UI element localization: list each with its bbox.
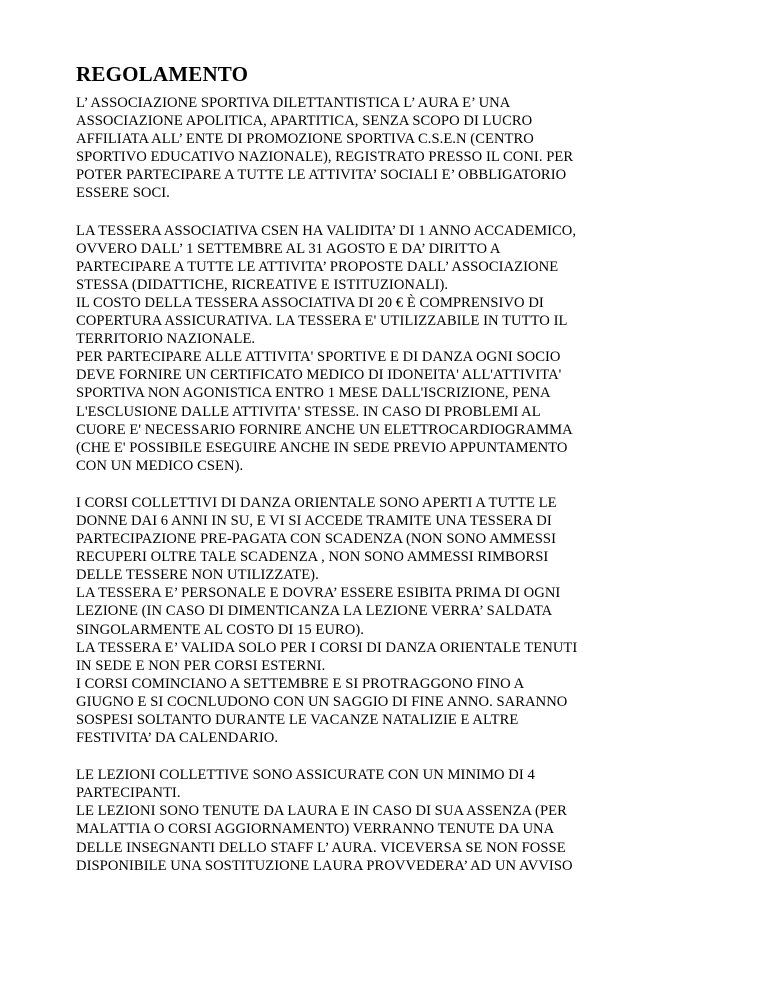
text-line: SOSPESI SOLTANTO DURANTE LE VACANZE NATALIZIE E ALTRE [76,712,519,728]
text-line: LA TESSERA E’ VALIDA SOLO PER I CORSI DI DANZA ORIENTALE TENUTI [76,639,578,656]
text-line: DONNE DAI 6 ANNI IN SU, E VI SI ACCEDE TRAMITE UNA TESSERA DI [76,512,552,529]
text-line: AFFILIATA ALL’ ENTE DI PROMOZIONE SPORTIVA C.S.E.N (CENTRO [76,131,534,148]
text-line: ESSERE SOCI. [76,185,170,202]
document-title: REGOLAMENTO [76,62,249,86]
text-line: DELLE TESSERE NON UTILIZZATE). [76,567,319,584]
text-line: FESTIVITA’ DA CALENDARIO. [76,730,279,747]
text-line: COPERTURA ASSICURATIVA. LA TESSERA E' UTILIZZABILE IN TUTTO IL [76,313,568,330]
text-line: (CHE E' POSSIBILE ESEGUIRE ANCHE IN SEDE PREVIO APPUNTAMENTO [76,439,568,456]
text-line: I CORSI COMINCIANO A SETTEMBRE E SI PROTRAGGONO FINO A [76,675,525,692]
text-line: DELLE INSEGNANTI DELLO STAFF L’ AURA. VICEVERSA SE NON FOSSE [76,839,566,856]
text-line: IN SEDE E NON PER CORSI ESTERNI. [76,657,326,674]
text-line: MALATTIA O CORSI AGGIORNAMENTO) VERRANNO TENUTE DA UNA [76,821,555,838]
text-line: LE LEZIONI COLLETTIVE SONO ASSICURATE CON UN MINIMO DI 4 [76,767,535,784]
text-line: SPORTIVA NON AGONISTICA ENTRO 1 MESE DALL'ISCRIZIONE, PENA [76,385,551,402]
text-line: GIUGNO E SI COCNLUDONO CON UN SAGGIO DI FINE ANNO. SARANNO [76,693,568,710]
text-line: I CORSI COLLETTIVI DI DANZA ORIENTALE SONO APERTI A TUTTE LE [76,494,557,511]
text-line: DEVE FORNIRE UN CERTIFICATO MEDICO DI IDONEITA' ALL'ATTIVITA' [76,367,562,384]
text-line: SINGOLARMENTE AL COSTO DI 15 EURO). [76,621,364,638]
text-line: LE LEZIONI SONO TENUTE DA LAURA E IN CASO DI SUA ASSENZA (PER [76,803,567,820]
paragraph-lessons [76,766,716,875]
text-line: TERRITORIO NAZIONALE. [76,331,256,348]
text-line: PER PARTECIPARE ALLE ATTIVITA' SPORTIVE E DI DANZA OGNI SOCIO [76,349,561,366]
document-page [76,62,716,894]
text-line: PARTECIPARE A TUTTE LE ATTIVITA’ PROPOSTE DALL’ ASSOCIAZIONE [76,258,559,275]
paragraph-card-validity [76,222,716,475]
text-line: L'ESCLUSIONE DALLE ATTIVITA' STESSE. IN CASO DI PROBLEMI AL [76,403,541,420]
text-line: CON UN MEDICO CSEN). [76,457,244,474]
text-line: DISPONIBILE UNA SOSTITUZIONE LAURA PROVVEDERA’ AD UN AVVISO [76,857,573,874]
text-line: SPORTIVO EDUCATIVO NAZIONALE), REGISTRATO PRESSO IL CONI. PER [76,149,574,166]
text-line: LEZIONE (IN CASO DI DIMENTICANZA LA LEZIONE VERRA’ SALDATA [76,603,553,620]
text-line: LA TESSERA ASSOCIATIVA CSEN HA VALIDITA’ DI 1 ANNO ACCADEMICO, [76,222,577,239]
text-line: OVVERO DALL’ 1 SETTEMBRE AL 31 AGOSTO E DA’ DIRITTO A [76,240,501,257]
text-line: POTER PARTECIPARE A TUTTE LE ATTIVITA’ SOCIALI E’ OBBLIGATORIO [76,167,567,184]
text-line: L’ ASSOCIAZIONE SPORTIVA DILETTANTISTICA L’ AURA E’ UNA [76,95,511,111]
text-line: STESSA (DIDATTICHE, RICREATIVE E ISTITUZIONALI). [76,276,449,293]
text-line: ASSOCIAZIONE APOLITICA, APARTITICA, SENZA SCOPO DI LUCRO [76,113,533,130]
text-line: CUORE E' NECESSARIO FORNIRE ANCHE UN ELETTROCARDIOGRAMMA [76,421,573,438]
paragraph-courses [76,494,716,747]
text-line: IL COSTO DELLA TESSERA ASSOCIATIVA DI 20 € È COMPRENSIVO DI [76,294,544,311]
text-line: LA TESSERA E’ PERSONALE E DOVRA’ ESSERE ESIBITA PRIMA DI OGNI [76,585,561,602]
text-line: PARTECIPAZIONE PRE-PAGATA CON SCADENZA (NON SONO AMMESSI [76,531,556,548]
text-line: PARTECIPANTI. [76,785,181,802]
text-line: RECUPERI OLTRE TALE SCADENZA , NON SONO AMMESSI RIMBORSI [76,549,549,566]
paragraph-membership [76,94,716,203]
